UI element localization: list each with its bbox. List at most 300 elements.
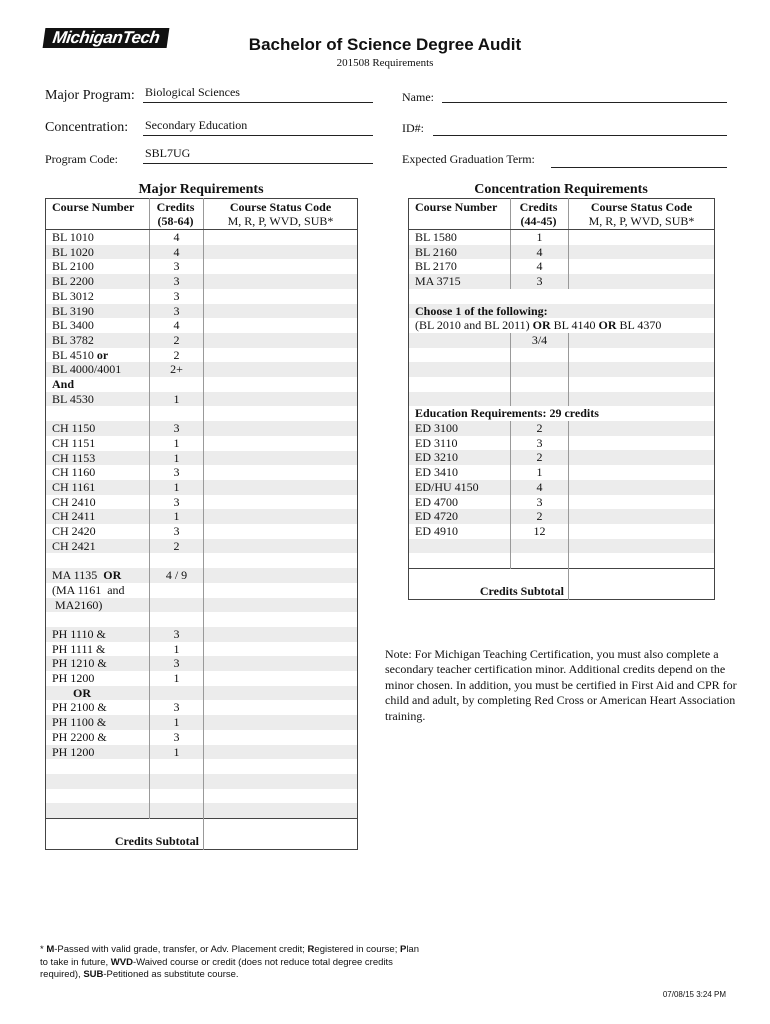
major-course-number: [46, 333, 150, 348]
conc-course-number: [409, 348, 511, 363]
conc-course-text: BL 1580: [415, 230, 457, 244]
major-course-number: [46, 583, 150, 598]
major-course-text: PH 1111 &: [52, 641, 106, 656]
major-row: [46, 583, 358, 598]
major-row: [46, 627, 358, 642]
conc-span-fragment: BL 4370: [616, 318, 662, 333]
major-credits: 3: [150, 524, 204, 539]
major-credits: 3: [150, 289, 204, 304]
conc-credits: 3: [511, 436, 569, 451]
conc-status-code-cell[interactable]: [569, 377, 715, 392]
major-row: [46, 553, 358, 568]
major-credits: 4: [150, 318, 204, 333]
major-credits-subtotal-value[interactable]: [204, 819, 358, 850]
major-status-code-cell[interactable]: [204, 362, 358, 377]
major-status-code-cell[interactable]: [204, 377, 358, 392]
name-label: Name:: [402, 90, 434, 104]
footnote-fragment: P: [399, 944, 407, 955]
conc-credits: 12: [511, 524, 569, 539]
major-course-text: BL 1010: [52, 230, 94, 244]
major-course-text: And: [52, 377, 75, 392]
conc-course-text: MA 3715: [415, 274, 461, 289]
conc-status-code-cell[interactable]: [569, 436, 715, 451]
conc-course-text: ED 3410: [415, 465, 458, 480]
footnote-fragment: WVD: [110, 956, 133, 968]
major-course-text: PH 2200 &: [52, 729, 107, 744]
conc-credits-range: (44-45): [520, 214, 557, 228]
major-course-number: [46, 451, 150, 466]
conc-course-text: ED 4720: [415, 509, 458, 524]
major-course-text: CH 2420: [52, 524, 96, 539]
conc-status-code-label: Course Status Code: [590, 200, 693, 214]
major-course-conjunction: or: [93, 347, 109, 362]
michigan-tech-logo: MichiganTech: [43, 28, 170, 48]
conc-row: [409, 362, 715, 377]
major-status-code-cell[interactable]: [204, 304, 358, 319]
conc-row: [409, 318, 715, 333]
major-credits: [150, 583, 204, 598]
major-course-text: BL 3012: [52, 288, 94, 303]
major-credits: [150, 686, 204, 701]
conc-course-text: ED/HU 4150: [415, 479, 479, 494]
major-status-code-cell[interactable]: [204, 495, 358, 510]
conc-credits-header: [511, 199, 569, 230]
major-status-code-cell[interactable]: [204, 421, 358, 436]
major-status-code-cell[interactable]: [204, 465, 358, 480]
conc-row: [409, 465, 715, 480]
major-course-text: PH 1200: [52, 744, 95, 759]
major-course-number: [46, 745, 150, 760]
major-course-text: CH 1161: [52, 479, 96, 494]
conc-status-code-cell[interactable]: [569, 333, 715, 348]
major-status-code-cell[interactable]: [204, 598, 358, 613]
major-row: [46, 524, 358, 539]
major-status-code-cell[interactable]: [204, 759, 358, 774]
conc-credits: 4: [511, 245, 569, 260]
major-status-code-cell[interactable]: [204, 745, 358, 760]
major-credits: 2: [150, 333, 204, 348]
major-credits: 2+: [150, 362, 204, 377]
grad-term-label: Expected Graduation Term:: [402, 152, 535, 166]
major-course-text: PH 1210 &: [52, 656, 107, 671]
footnote-fragment: egistered in course;: [314, 944, 400, 955]
major-credits: 1: [150, 392, 204, 407]
major-course-text: BL 2200: [52, 274, 94, 289]
conc-course-number: [409, 465, 511, 480]
major-status-code-cell[interactable]: [204, 318, 358, 333]
conc-status-codes: M, R, P, WVD, SUB*: [588, 214, 695, 228]
major-course-number: [46, 539, 150, 554]
conc-course-number: [409, 480, 511, 495]
major-credits: [150, 406, 204, 421]
major-row: [46, 304, 358, 319]
major-row: [46, 730, 358, 745]
conc-course-number: [409, 333, 511, 348]
major-program-value: Biological Sciences: [145, 85, 240, 99]
major-status-code-cell[interactable]: [204, 230, 358, 245]
conc-row: [409, 348, 715, 363]
conc-credits: 3: [511, 274, 569, 289]
major-course-number: [46, 230, 150, 245]
major-credits: 1: [150, 436, 204, 451]
concentration-line[interactable]: [143, 135, 373, 136]
major-course-number: [46, 774, 150, 789]
conc-course-number: [409, 245, 511, 260]
conc-span-text: [409, 318, 715, 333]
major-credits-subtotal-label: Credits Subtotal: [46, 819, 204, 850]
major-course-number: [46, 274, 150, 289]
major-row: [46, 421, 358, 436]
major-course-number: [46, 392, 150, 407]
major-credits: 4: [150, 245, 204, 260]
conc-course-number: [409, 421, 511, 436]
major-status-code-cell[interactable]: [204, 436, 358, 451]
major-status-code-cell[interactable]: [204, 333, 358, 348]
major-status-code-cell[interactable]: [204, 656, 358, 671]
major-course-text: PH 1200: [52, 671, 95, 686]
major-course-number: [46, 289, 150, 304]
major-row: [46, 598, 358, 613]
major-course-number: [46, 671, 150, 686]
major-status-code-cell[interactable]: [204, 568, 358, 583]
major-course-number: [46, 259, 150, 274]
conc-course-number: [409, 259, 511, 274]
conc-status-code-cell[interactable]: [569, 362, 715, 377]
major-status-code-cell[interactable]: [204, 259, 358, 274]
id-label: ID#:: [402, 121, 424, 135]
major-course-number: [46, 553, 150, 568]
conc-row: [409, 304, 715, 319]
major-course-number: [46, 598, 150, 613]
conc-credits: [511, 392, 569, 407]
status-codes: M, R, P, WVD, SUB*: [227, 214, 334, 228]
conc-row: [409, 245, 715, 260]
major-row: [46, 509, 358, 524]
major-status-code-cell[interactable]: [204, 509, 358, 524]
conc-status-code-cell[interactable]: [569, 245, 715, 260]
major-row: [46, 245, 358, 260]
conc-status-code-cell[interactable]: [569, 553, 715, 568]
conc-status-code-cell[interactable]: [569, 274, 715, 289]
print-timestamp: 07/08/15 3:24 PM: [662, 990, 726, 999]
major-status-code-cell[interactable]: [204, 642, 358, 657]
major-course-text: CH 1151: [52, 435, 96, 450]
id-field[interactable]: [433, 135, 727, 136]
conc-status-code-cell[interactable]: [569, 259, 715, 274]
major-row: [46, 348, 358, 363]
major-credits: [150, 612, 204, 627]
major-row: [46, 289, 358, 304]
conc-course-number: [409, 509, 511, 524]
conc-status-code-header: [569, 199, 715, 230]
major-course-text: BL 2100: [52, 259, 94, 274]
conc-course-text: ED 3110: [415, 435, 458, 450]
major-credits: 1: [150, 480, 204, 495]
conc-status-code-cell[interactable]: [569, 539, 715, 554]
major-row: [46, 495, 358, 510]
major-course-text: MA2160): [52, 597, 103, 612]
major-credits: 3: [150, 259, 204, 274]
program-code-label: Program Code:: [45, 152, 118, 166]
conc-course-number: [409, 553, 511, 568]
major-credits: 3: [150, 304, 204, 319]
major-credits: [150, 774, 204, 789]
major-credits: 1: [150, 509, 204, 524]
conc-credits: [511, 348, 569, 363]
major-course-number: [46, 789, 150, 804]
major-row: [46, 259, 358, 274]
conc-row: [409, 450, 715, 465]
major-course-text: PH 1100 &: [52, 715, 107, 730]
conc-status-code-cell[interactable]: [569, 465, 715, 480]
major-course-number: [46, 421, 150, 436]
course-number-header: Course Number: [46, 199, 150, 230]
conc-credits-subtotal-value[interactable]: [569, 569, 715, 600]
major-status-code-cell[interactable]: [204, 583, 358, 598]
major-credits: 3: [150, 421, 204, 436]
major-course-number: [46, 406, 150, 421]
conc-status-code-cell[interactable]: [569, 230, 715, 245]
major-row: [46, 774, 358, 789]
conc-credits: 2: [511, 421, 569, 436]
major-course-text: BL 3190: [52, 303, 94, 318]
conc-row: [409, 480, 715, 495]
major-status-code-cell[interactable]: [204, 524, 358, 539]
footnote-fragment: *: [40, 944, 47, 955]
major-status-code-cell[interactable]: [204, 553, 358, 568]
conc-course-number: [409, 436, 511, 451]
conc-course-text: ED 4910: [415, 523, 458, 538]
conc-credits: 1: [511, 230, 569, 245]
major-course-number: [46, 509, 150, 524]
major-course-text: BL 4510: [52, 347, 94, 362]
conc-row: [409, 421, 715, 436]
conc-course-text: ED 3100: [415, 421, 458, 436]
conc-span-text: Education Requirements: 29 credits: [415, 406, 599, 421]
name-field[interactable]: [442, 102, 727, 103]
credits-header: [150, 199, 204, 230]
major-requirements-title: Major Requirements: [138, 182, 264, 197]
major-course-text: BL 1020: [52, 244, 94, 259]
major-course-text: PH 2100 &: [52, 700, 107, 715]
major-course-number: [46, 318, 150, 333]
concentration-label: Concentration:: [45, 120, 129, 135]
major-status-code-cell[interactable]: [204, 803, 358, 818]
conc-credits: [511, 377, 569, 392]
major-status-code-cell[interactable]: [204, 245, 358, 260]
major-credits: [150, 553, 204, 568]
major-program-line[interactable]: [143, 102, 373, 103]
major-credits: [150, 789, 204, 804]
conc-course-number: [409, 495, 511, 510]
conc-row: [409, 392, 715, 407]
major-course-text: OR: [52, 685, 91, 700]
program-code-line[interactable]: [143, 163, 373, 164]
major-row: [46, 715, 358, 730]
conc-course-number: [409, 524, 511, 539]
major-credits: 1: [150, 451, 204, 466]
major-course-text: BL 3400: [52, 318, 94, 333]
conc-row: [409, 406, 715, 421]
conc-status-code-cell[interactable]: [569, 480, 715, 495]
conc-course-number: [409, 274, 511, 289]
major-course-text: PH 1110 &: [52, 626, 106, 641]
conc-status-code-cell[interactable]: [569, 392, 715, 407]
major-row: [46, 362, 358, 377]
major-status-code-cell[interactable]: [204, 730, 358, 745]
major-course-number: [46, 700, 150, 715]
footnote-fragment: SUB: [83, 969, 104, 980]
conc-credits: [511, 553, 569, 568]
conc-status-code-cell[interactable]: [569, 509, 715, 524]
conc-course-text: ED 3210: [415, 450, 458, 465]
major-status-code-cell[interactable]: [204, 700, 358, 715]
major-row: [46, 612, 358, 627]
conc-course-number: [409, 230, 511, 245]
major-course-number: [46, 304, 150, 319]
conc-course-text: ED 4700: [415, 494, 458, 509]
major-credits: 3: [150, 274, 204, 289]
major-credits: 2: [150, 539, 204, 554]
conc-span-fragment: (BL 2010 and BL 2011): [415, 318, 533, 333]
major-status-code-cell[interactable]: [204, 392, 358, 407]
major-row: [46, 436, 358, 451]
conc-row: [409, 377, 715, 392]
major-credits: 3: [150, 627, 204, 642]
major-course-text: CH 1160: [52, 465, 96, 480]
major-credits: 3: [150, 730, 204, 745]
major-credits: [150, 377, 204, 392]
major-credits: 2: [150, 348, 204, 363]
footnote-fragment: -Waived course or credit (does not reduce total degree credits required),: [40, 956, 393, 980]
conc-row: [409, 524, 715, 539]
footnote-fragment: lan to take in future,: [40, 944, 419, 968]
major-row: [46, 465, 358, 480]
conc-row: [409, 436, 715, 451]
conc-status-code-cell[interactable]: [569, 524, 715, 539]
major-row: [46, 656, 358, 671]
major-course-number: [46, 377, 150, 392]
major-course-number: [46, 686, 150, 701]
footnote-fragment: M: [46, 944, 55, 955]
conc-row: [409, 230, 715, 245]
conc-status-code-cell[interactable]: [569, 421, 715, 436]
conc-credits: 1: [511, 465, 569, 480]
major-course-conjunction: OR: [97, 568, 122, 583]
major-course-number: [46, 612, 150, 627]
major-credits: 1: [150, 715, 204, 730]
major-status-code-cell[interactable]: [204, 274, 358, 289]
page-subtitle: 201508 Requirements: [336, 57, 434, 69]
conc-credits: 2: [511, 509, 569, 524]
conc-credits: 3/4: [511, 333, 569, 348]
major-row: [46, 539, 358, 554]
major-status-code-cell[interactable]: [204, 289, 358, 304]
major-status-code-cell[interactable]: [204, 539, 358, 554]
major-row: [46, 480, 358, 495]
conc-status-code-cell[interactable]: [569, 450, 715, 465]
major-credits: [150, 759, 204, 774]
major-row: [46, 230, 358, 245]
major-status-code-cell[interactable]: [204, 789, 358, 804]
major-row: [46, 686, 358, 701]
major-status-code-cell[interactable]: [204, 715, 358, 730]
major-status-code-cell[interactable]: [204, 612, 358, 627]
major-course-number: [46, 495, 150, 510]
major-course-number: [46, 245, 150, 260]
concentration-requirements-table: [408, 198, 715, 600]
conc-status-code-cell[interactable]: [569, 495, 715, 510]
conc-credits: [511, 362, 569, 377]
major-status-code-cell[interactable]: [204, 348, 358, 363]
major-row: [46, 789, 358, 804]
conc-course-text: BL 2160: [415, 244, 457, 259]
conc-credits-subtotal-label: Credits Subtotal: [409, 569, 569, 600]
conc-status-code-cell[interactable]: [569, 348, 715, 363]
major-course-number: [46, 362, 150, 377]
major-status-code-cell[interactable]: [204, 686, 358, 701]
conc-course-number-header: Course Number: [409, 199, 511, 230]
conc-credits: 2: [511, 450, 569, 465]
conc-course-number: [409, 377, 511, 392]
major-row: [46, 451, 358, 466]
footnote-fragment: -Passed with valid grade, transfer, or Adv. Placement credit;: [54, 944, 308, 955]
status-code-label: Course Status Code: [229, 200, 332, 214]
conc-row: [409, 289, 715, 304]
major-credits: 1: [150, 671, 204, 686]
major-course-number: [46, 348, 150, 363]
major-status-code-cell[interactable]: [204, 406, 358, 421]
major-status-code-cell[interactable]: [204, 671, 358, 686]
major-row: [46, 671, 358, 686]
conc-row: [409, 259, 715, 274]
major-course-text: CH 1150: [52, 421, 96, 436]
major-course-number: [46, 568, 150, 583]
conc-row: [409, 495, 715, 510]
conc-course-number: [409, 392, 511, 407]
major-course-number: [46, 642, 150, 657]
major-credits: 1: [150, 642, 204, 657]
major-credits: 3: [150, 700, 204, 715]
major-status-code-cell[interactable]: [204, 451, 358, 466]
status-code-header: [204, 199, 358, 230]
conc-row: [409, 509, 715, 524]
conc-credits: [511, 539, 569, 554]
major-row: [46, 274, 358, 289]
conc-span-fragment: BL 4140: [550, 318, 599, 333]
conc-span-fragment: OR: [532, 318, 551, 333]
conc-row: [409, 539, 715, 554]
major-course-number: [46, 759, 150, 774]
conc-credits: 4: [511, 259, 569, 274]
conc-credits: 4: [511, 480, 569, 495]
conc-span-fragment: OR: [598, 318, 617, 333]
major-row: [46, 803, 358, 818]
conc-course-number: [409, 539, 511, 554]
conc-course-number: [409, 362, 511, 377]
major-row: [46, 759, 358, 774]
major-credits: 3: [150, 465, 204, 480]
major-course-text: CH 2410: [52, 494, 96, 509]
major-course-number: [46, 480, 150, 495]
major-status-code-cell[interactable]: [204, 627, 358, 642]
major-course-number: [46, 465, 150, 480]
major-status-code-cell[interactable]: [204, 480, 358, 495]
major-row: [46, 406, 358, 421]
major-status-code-cell[interactable]: [204, 774, 358, 789]
major-credits: [150, 803, 204, 818]
grad-term-field[interactable]: [551, 167, 727, 168]
